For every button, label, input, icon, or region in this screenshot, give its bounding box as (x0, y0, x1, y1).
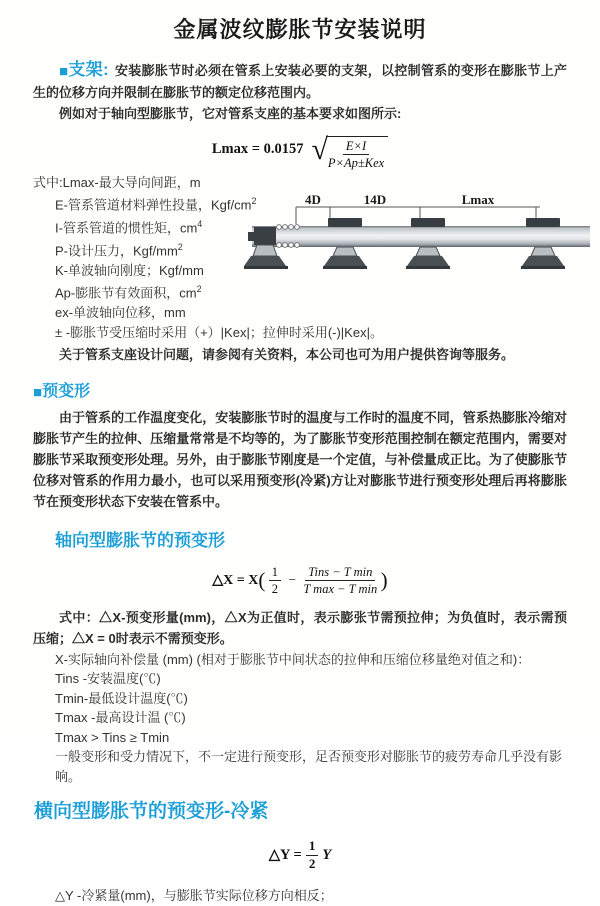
definition-text: 式中:Lmax-最大导向间距，m (33, 174, 201, 190)
open-paren: ( (258, 568, 266, 593)
definition-row (33, 173, 567, 193)
definition-text: E-管系管道材料弹性投量，Kgf/cm (55, 197, 252, 213)
pipe-support-diagram (244, 194, 600, 290)
general-note-line: 一般变形和受力情况下，不一定进行预变形，足否预变形对膨胀节的疲劳寿命几乎没有影响。 (55, 749, 563, 784)
fraction-denominator: P×Ap±Kex (327, 156, 385, 171)
temp-line: Tins -安装温度(℃) (55, 671, 161, 687)
support-example-line: 例如对于轴向型膨胀节，它对管系支座的基本要求如图所示: (59, 106, 402, 121)
dim-label-4d: 4D (305, 192, 321, 207)
axial-subheading: 轴向型膨胀节的预变形 (55, 531, 225, 551)
dim-label-lmax: Lmax (461, 192, 495, 207)
close-paren: ) (380, 568, 388, 593)
lateral-subheading: 横向型膨胀节的预变形-冷紧 (34, 801, 269, 823)
definition-text: K-单波轴向刚度；Kgf/mm (55, 262, 204, 278)
support-section-label: 支架: (68, 60, 109, 79)
definition-text: I-管系管道的惯性矩，cm (55, 220, 198, 236)
dim-label-14d: 14D (363, 192, 387, 207)
section-square-icon: ■ (33, 384, 43, 402)
definition-text: ± -膨胀节受压缩时采用（+）|Kex|；拉伸时采用(-)|Kex|。 (55, 324, 383, 340)
definition-row (33, 303, 567, 323)
half-fraction (269, 565, 281, 597)
formula-lhs: Lmax = 0.0157 (211, 141, 304, 158)
fraction-denominator: 2 (308, 856, 316, 872)
fraction-numerator: E×I (343, 139, 369, 155)
temp-line: Tmax -最高设计温 (℃) (55, 710, 186, 726)
formula-rhs: Y (322, 847, 332, 864)
section-square-icon: ■ (59, 63, 69, 80)
temperature-definitions (33, 650, 567, 787)
pipe (252, 226, 590, 247)
temp-fraction (303, 565, 377, 597)
unit-superscript: 2 (177, 241, 183, 252)
temp-line: Tmin-最低设计温度(℃) (55, 690, 188, 706)
radical-sign: √ (311, 133, 328, 166)
minus-sign: − (288, 572, 296, 588)
support-intro-text: 安装膨胀节时必须在管系上安装必要的支架，以控制管系的变形在膨胀节上产生的位移方向并限制在膨胀节的额定位移范围内。 (33, 63, 567, 100)
y-definition-line: △Y -冷紧量(mm)，与膨胀节实际位移方向相反； (55, 888, 333, 904)
unit-superscript: 2 (196, 284, 202, 295)
fraction-numerator: 1 (306, 839, 319, 856)
formula-lhs: △Y = (268, 847, 302, 864)
radicand-fraction (328, 139, 384, 171)
lmax-formula (33, 132, 567, 171)
unit-superscript: 2 (251, 196, 257, 207)
lateral-formula (33, 839, 567, 872)
axial-formula (33, 565, 567, 597)
unit-superscript: 4 (197, 219, 203, 230)
preform-body-paragraph: 由于管系的工作温度变化，安装膨胀节时的温度与工作时的温度不同，管系热膨胀冷缩对膨胀节产生的拉伸、压缩量常常是不均等的，为了膨胀节变形范围控制在额定范围内，需要对膨胀节采取预变形处理。另外，由于膨胀节刚度是一个定值，与补偿量成正比。为了使膨胀节位移对管系的作用力最小，也可以采用预变形(冷紧)方让对膨胀节进行预变形处理后再将膨胀节在预变形状态下安装在管系中。 (33, 410, 567, 510)
fraction-denominator: T max − T min (303, 582, 378, 597)
fraction-numerator: 1 (269, 565, 281, 581)
formula-lhs: △X = X (212, 573, 259, 589)
square-root (311, 132, 388, 171)
content-area (0, 59, 600, 906)
preform-section-header (33, 381, 567, 403)
definition-text: P-设计压力，Kgf/mm (55, 243, 178, 259)
fraction-numerator: Tins − T min (305, 565, 375, 581)
page-title: 金属波纹膨胀节安装说明 (173, 17, 427, 42)
definition-text: Ap-膨胀节有效面积，cm (55, 285, 197, 301)
radicand (326, 136, 388, 171)
definition-row (33, 323, 567, 343)
axial-explain-paragraph: 式中：△X-预变形量(mm)，△X为正值时，表示膨张节需预拉伸；为负值时，表示需预压缩；△X = 0时表示不需预变形。 (33, 609, 567, 646)
fraction-denominator: 2 (271, 582, 278, 597)
preform-section-label: 预变形 (42, 383, 91, 401)
temp-line: Tmax > Tins ≥ Tmin (55, 729, 170, 745)
half-fraction (306, 839, 319, 872)
definition-text: ex-单波轴向位移，mm (55, 305, 186, 321)
consult-note: 关于管系支座设计问题，请参阅有关资料，本公司也可为用户提供咨询等服务。 (59, 347, 515, 363)
x-definition-line: X-实际轴向补偿量 (mm) (相对于膨胀节中间状态的拉伸和压缩位移量绝对值之和)： (55, 651, 531, 667)
support-intro-paragraph (33, 59, 567, 103)
